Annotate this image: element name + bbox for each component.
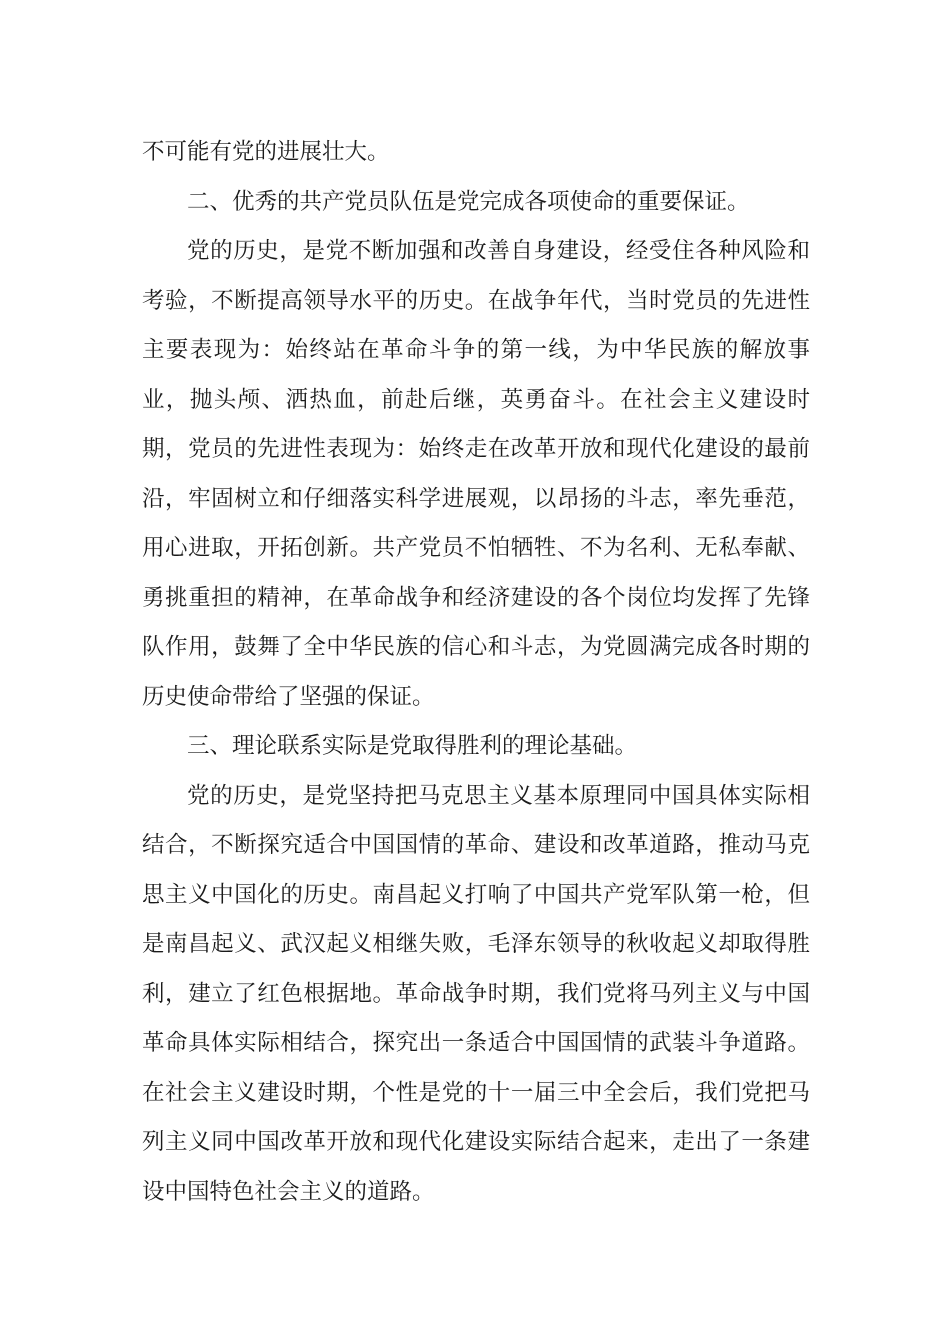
body-text	[142, 128, 810, 1217]
paragraph-section-3: 党的历史，是党坚持把马克思主义基本原理同中国具体实际相结合，不断探究适合中国国情的革命、建设和改革道路，推动马克思主义中国化的历史。南昌起义打响了中国共产党军队第一枪，但是南昌起义、武汉起义相继失败，毛泽东领导的秋收起义却取得胜利，建立了红色根据地。革命战争时期，我们党将马列主义与中国革命具体实际相结合，探究出一条适合中国国情的武装斗争道路。在社会主义建设时期，个性是党的十一届三中全会后，我们党把马列主义同中国改革开放和现代化建设实际结合起来，走出了一条建设中国特色社会主义的道路。	[142, 782, 810, 1205]
paragraph-continuation: 不可能有党的进展壮大。	[142, 139, 390, 165]
paragraph-section-2: 党的历史，是党不断加强和改善自身建设，经受住各种风险和考验，不断提高领导水平的历史。在战争年代，当时党员的先进性主要表现为：始终站在革命斗争的第一线，为中华民族的解放事业，抛头颅、洒热血，前赴后继，英勇奋斗。在社会主义建设时期，党员的先进性表现为：始终走在改革开放和现代化建设的最前沿，牢固树立和仔细落实科学进展观，以昂扬的斗志，率先垂范，用心进取，开拓创新。共产党员不怕牺牲、不为名利、无私奉献、勇挑重担的精神，在革命战争和经济建设的各个岗位均发挥了先锋队作用，鼓舞了全中华民族的信心和斗志，为党圆满完成各时期的历史使命带给了坚强的保证。	[142, 238, 810, 710]
section-heading-2: 二、优秀的共产党员队伍是党完成各项使命的重要保证。	[187, 188, 750, 215]
section-heading-3: 三、理论联系实际是党取得胜利的理论基础。	[187, 733, 638, 759]
